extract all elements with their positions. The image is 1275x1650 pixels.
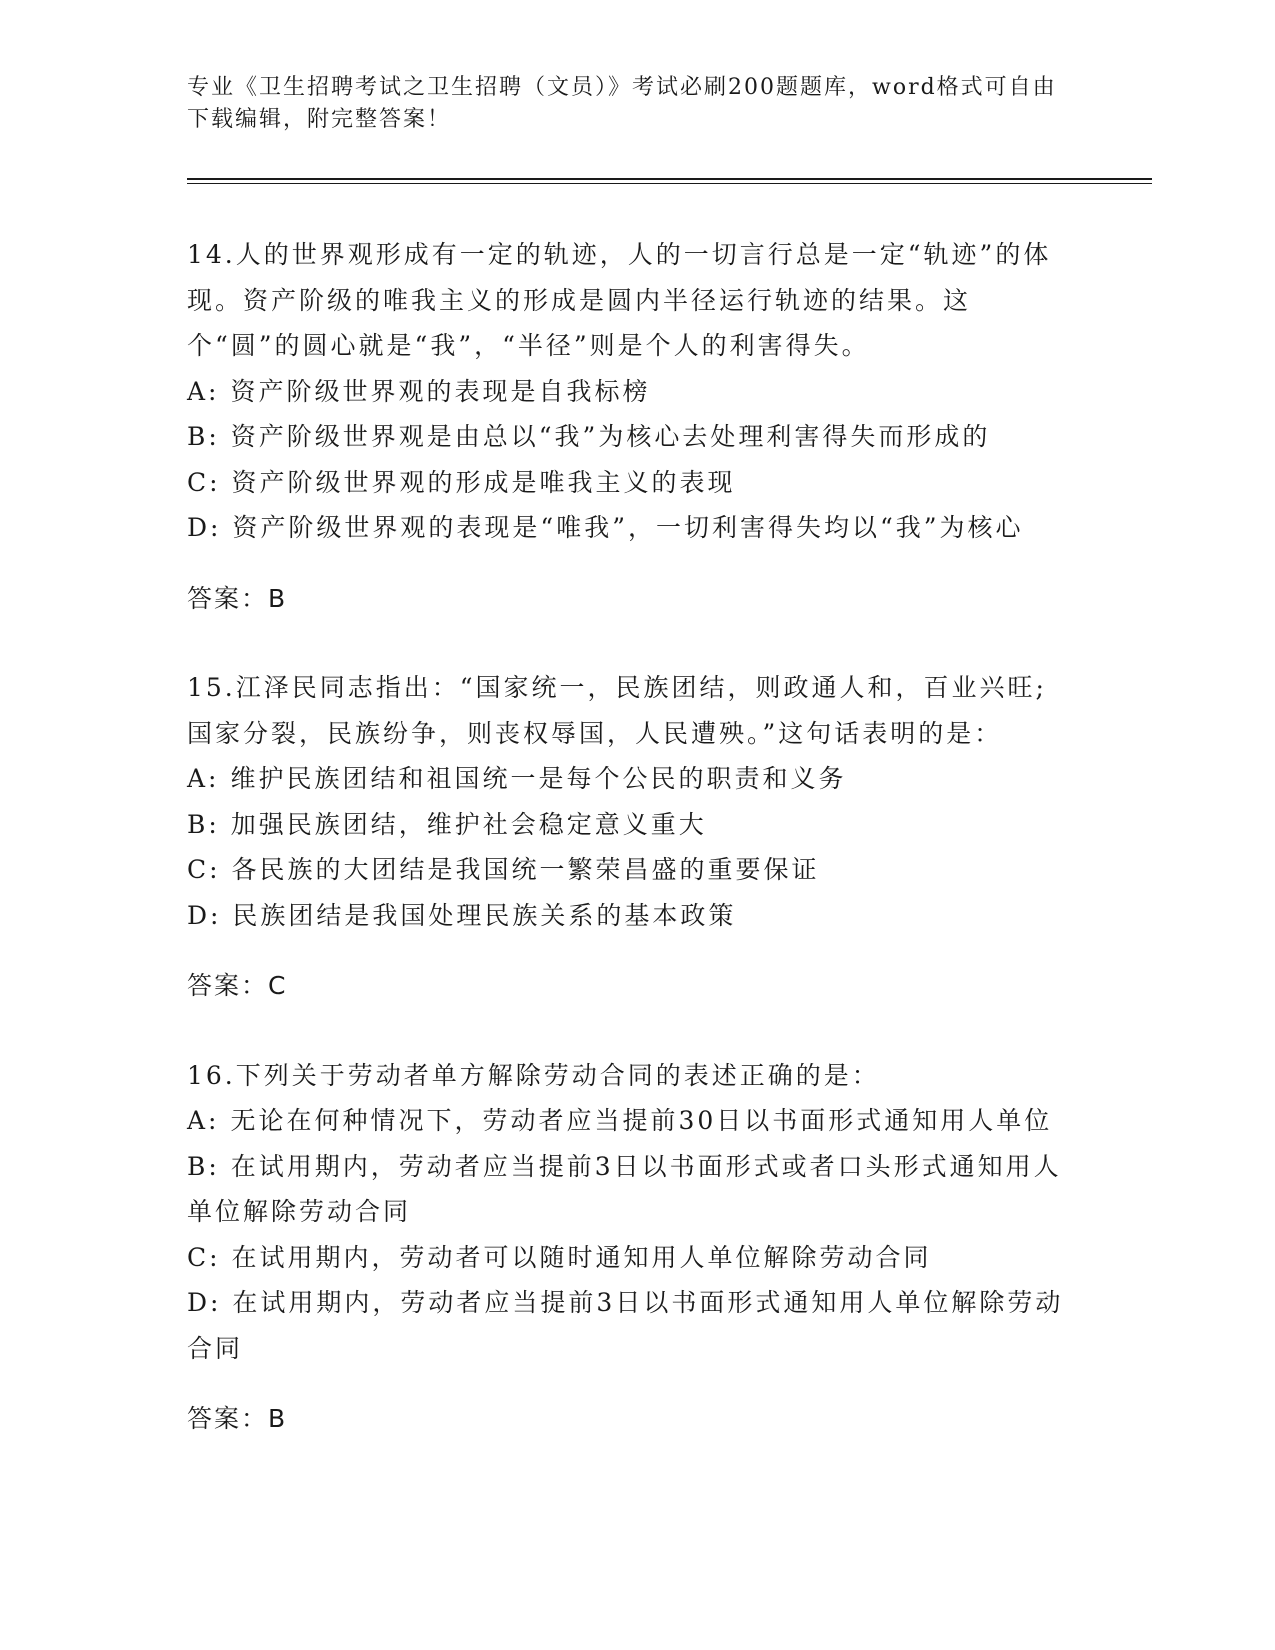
- option-key: B:: [187, 422, 220, 451]
- option-text: 维护民族团结和祖国统一是每个公民的职责和义务: [230, 764, 847, 793]
- answer-line: 答案：B: [187, 583, 288, 613]
- option-key: D:: [187, 513, 222, 542]
- option-a: [187, 369, 1067, 415]
- option-text: 在试用期内，劳动者应当提前3日以书面形式通知用人单位解除劳动合同: [187, 1288, 1064, 1363]
- answer-line: 答案：C: [187, 971, 288, 1000]
- option-key: A:: [187, 1106, 220, 1135]
- option-key: A:: [187, 376, 220, 406]
- option-b: [187, 1144, 1067, 1235]
- option-text: 在试用期内，劳动者应当提前3日以书面形式或者口头形式通知用人单位解除劳动合同: [187, 1151, 1062, 1226]
- option-text: 资产阶级世界观的表现是自我标榜: [230, 376, 651, 406]
- question-list: [187, 232, 1067, 1486]
- option-key: B:: [187, 1151, 220, 1181]
- option-text: 加强民族团结，维护社会稳定意义重大: [230, 809, 707, 839]
- option-c: [187, 847, 1067, 893]
- option-d: [187, 1280, 1067, 1371]
- option-b: [187, 802, 1067, 848]
- option-text: 民族团结是我国处理民族关系的基本政策: [232, 900, 737, 930]
- option-text: 资产阶级世界观是由总以“我”为核心去处理利害得失而形成的: [230, 422, 991, 451]
- question-16: [187, 1053, 1067, 1442]
- answer-line: 答案：B: [187, 1404, 288, 1433]
- question-14: [187, 232, 1067, 621]
- question-stem: 16.下列关于劳动者单方解除劳动合同的表述正确的是：: [187, 1060, 880, 1090]
- option-text: 无论在何种情况下，劳动者应当提前30日以书面形式通知用人单位: [230, 1106, 1053, 1135]
- option-text: 在试用期内，劳动者可以随时通知用人单位解除劳动合同: [231, 1242, 932, 1272]
- option-key: D:: [187, 1288, 222, 1317]
- header-divider-thin: [187, 183, 1152, 184]
- option-a: [187, 1098, 1067, 1144]
- question-stem: 14.人的世界观形成有一定的轨迹，人的一切言行总是一定“轨迹”的体现。资产阶级的唯我主义的形成是圆内半径运行轨迹的结果。这个“圆”的圆心就是“我”，“半径”则是个人的利害得失。: [187, 240, 1052, 360]
- option-c: [187, 460, 1067, 506]
- option-key: C:: [187, 1242, 221, 1272]
- option-text: 资产阶级世界观的表现是“唯我”，一切利害得失均以“我”为核心: [232, 513, 1024, 542]
- option-a: [187, 756, 1067, 802]
- option-key: D:: [187, 900, 222, 930]
- option-key: C:: [187, 467, 221, 497]
- document-header: 专业《卫生招聘考试之卫生招聘（文员）》考试必刷200题题库，word格式可自由下载编辑，附完整答案！: [187, 75, 1057, 132]
- option-d: [187, 893, 1067, 939]
- option-key: B:: [187, 809, 220, 839]
- question-stem: 15.江泽民同志指出：“国家统一，民族团结，则政通人和，百业兴旺;国家分裂，民族纷争，则丧权辱国，人民遭殃。”这句话表明的是：: [187, 673, 1047, 748]
- option-key: C:: [187, 855, 221, 884]
- option-d: [187, 505, 1067, 551]
- header-divider-thick: [187, 178, 1152, 180]
- option-key: A:: [187, 764, 220, 793]
- option-c: [187, 1235, 1067, 1281]
- option-b: [187, 414, 1067, 460]
- option-text: 资产阶级世界观的形成是唯我主义的表现: [231, 467, 736, 497]
- option-text: 各民族的大团结是我国统一繁荣昌盛的重要保证: [231, 855, 820, 884]
- question-15: [187, 665, 1067, 1009]
